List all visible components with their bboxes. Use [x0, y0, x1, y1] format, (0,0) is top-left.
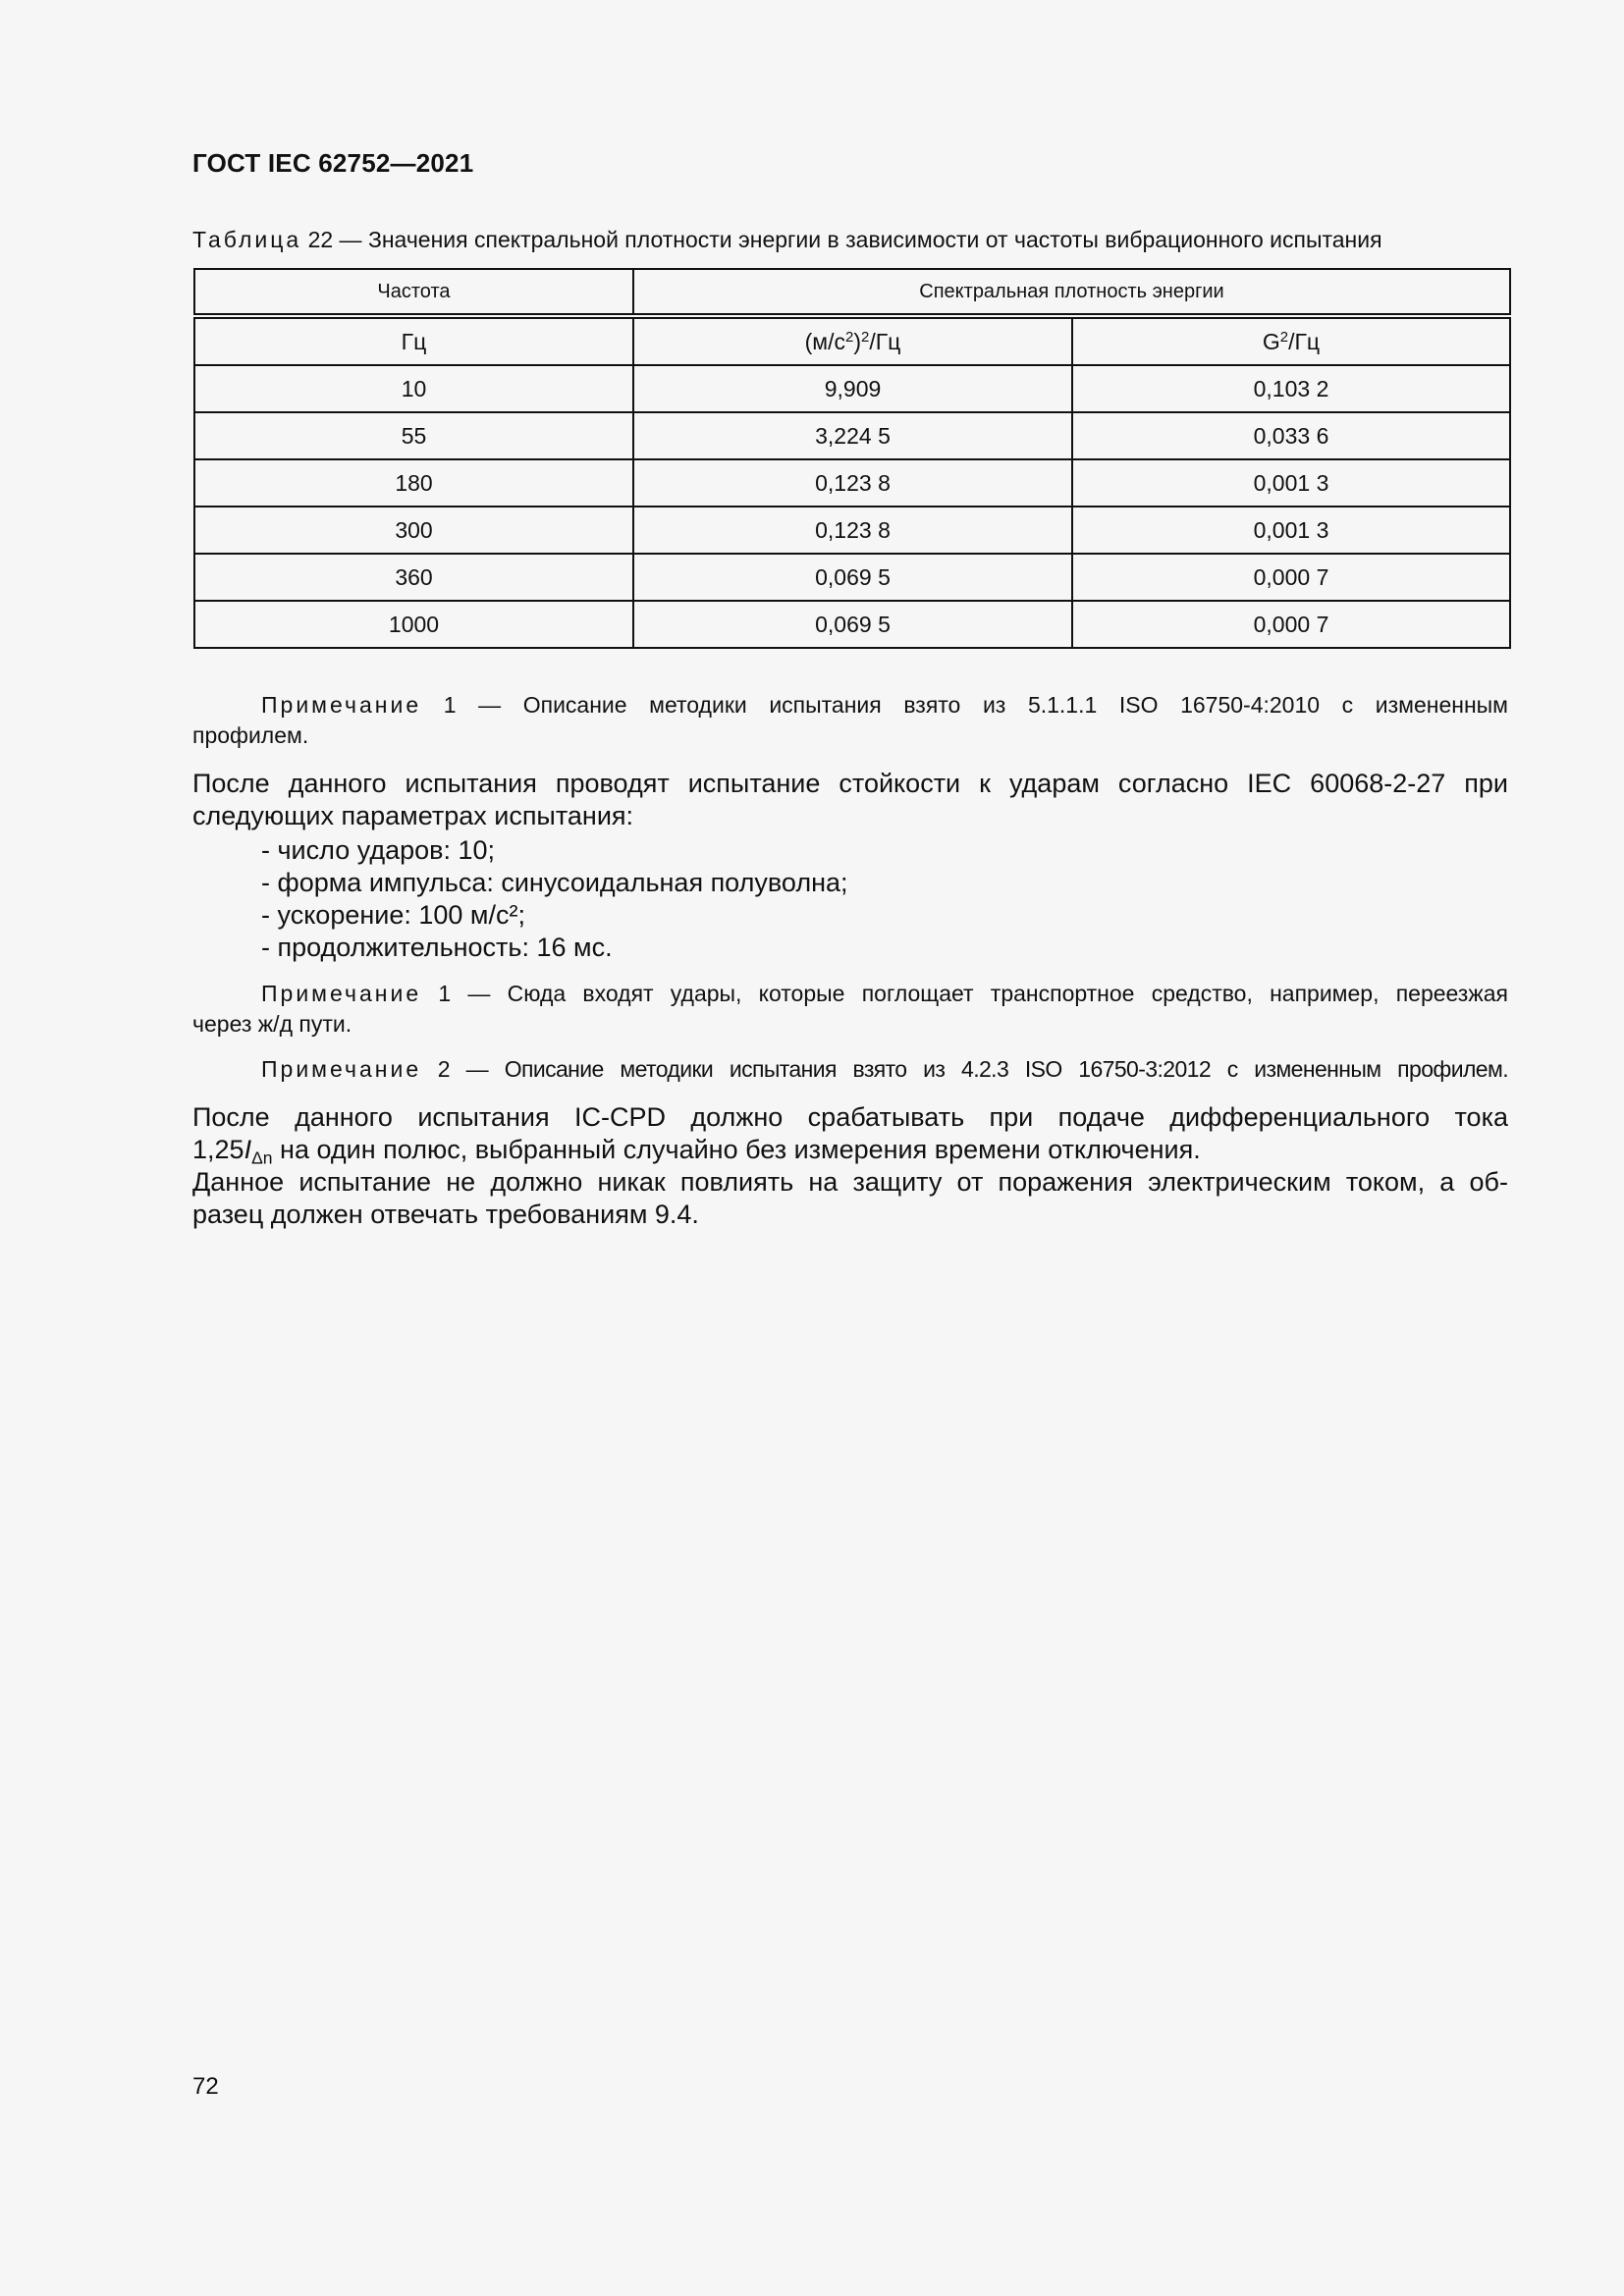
table-caption-label: Таблица [192, 227, 302, 252]
cell-frequency: 55 [194, 412, 633, 459]
table-caption [192, 227, 1508, 253]
cell-frequency: 1000 [194, 601, 633, 648]
note-label: Примечание [261, 981, 422, 1006]
list-item: - число ударов: 10; [261, 835, 496, 865]
document-header: ГОСТ IEC 62752—2021 [192, 148, 474, 178]
table-row [194, 459, 1510, 507]
cell-psd-g2: 0,001 3 [1072, 507, 1510, 554]
header-psd: Спектральная плотность энергии [633, 269, 1510, 316]
list-item: - форма импульса: синусоидальная полуволна; [261, 868, 848, 897]
note-3: Примечание 2 — Описание методики испытания взято из 4.2.3 ISO 16750-3:2012 с измененным профилем. [261, 1056, 1508, 1082]
list-item: - ускорение: 100 м/с²; [261, 900, 525, 930]
cell-psd-g2: 0,103 2 [1072, 365, 1510, 412]
table-row [194, 601, 1510, 648]
paragraph-shock-test: После данного испытания проводят испытание стойкости к ударам согласно IEC 60068-2-27 при следующих параметрах испытания: [192, 769, 1508, 830]
header-frequency: Частота [194, 269, 633, 316]
paragraph-ic-cpd: После данного испытания IC-CPD должно срабатывать при подаче дифференциального тока $1,25I_{\Delta n}$ на один полюс, выбранный случайно без измерения времени отключения. [192, 1102, 1508, 1168]
cell-psd-g2: 0,000 7 [1072, 554, 1510, 601]
cell-psd-ms2: 9,909 [633, 365, 1072, 412]
note-label: Примечание [261, 1056, 422, 1082]
table-units-row [194, 316, 1510, 365]
note-1: Примечание 1 — Описание методики испытания взято из 5.1.1.1 ISO 16750-4:2010 с измененным профилем. [192, 692, 1508, 748]
cell-psd-ms2: 3,224 5 [633, 412, 1072, 459]
table-row [194, 554, 1510, 601]
unit-ms2: $(м/с^2)^2/Гц$ [633, 316, 1072, 365]
note-label: Примечание [261, 692, 422, 718]
cell-psd-ms2: 0,123 8 [633, 459, 1072, 507]
psd-table [193, 268, 1511, 649]
table-row [194, 365, 1510, 412]
cell-frequency: 180 [194, 459, 633, 507]
parameter-list [261, 834, 1508, 964]
note-2: Примечание 1 — Сюда входят удары, которые поглощает транспортное средство, например, переезжая через ж/д пути. [192, 981, 1508, 1037]
page-number: 72 [192, 2073, 219, 2100]
unit-g2: $G^2/Гц$ [1072, 316, 1510, 365]
paragraph-protection: Данное испытание не должно никак повлиять на защиту от поражения электрическим током, а об- разец должен отвечать требованиям 9.4. [192, 1167, 1508, 1229]
table-caption-text: 22 — Значения спектральной плотности энергии в зависимости от частоты вибрационного испытания [301, 227, 1382, 252]
cell-frequency: 300 [194, 507, 633, 554]
table-row [194, 412, 1510, 459]
cell-psd-g2: 0,033 6 [1072, 412, 1510, 459]
cell-psd-g2: 0,001 3 [1072, 459, 1510, 507]
table-row [194, 507, 1510, 554]
cell-psd-ms2: 0,069 5 [633, 554, 1072, 601]
cell-frequency: 360 [194, 554, 633, 601]
table-header-row [194, 269, 1510, 316]
cell-psd-ms2: 0,123 8 [633, 507, 1072, 554]
cell-psd-ms2: 0,069 5 [633, 601, 1072, 648]
unit-hz: Гц [194, 316, 633, 365]
list-item: - продолжительность: 16 мс. [261, 933, 613, 962]
cell-frequency: 10 [194, 365, 633, 412]
cell-psd-g2: 0,000 7 [1072, 601, 1510, 648]
